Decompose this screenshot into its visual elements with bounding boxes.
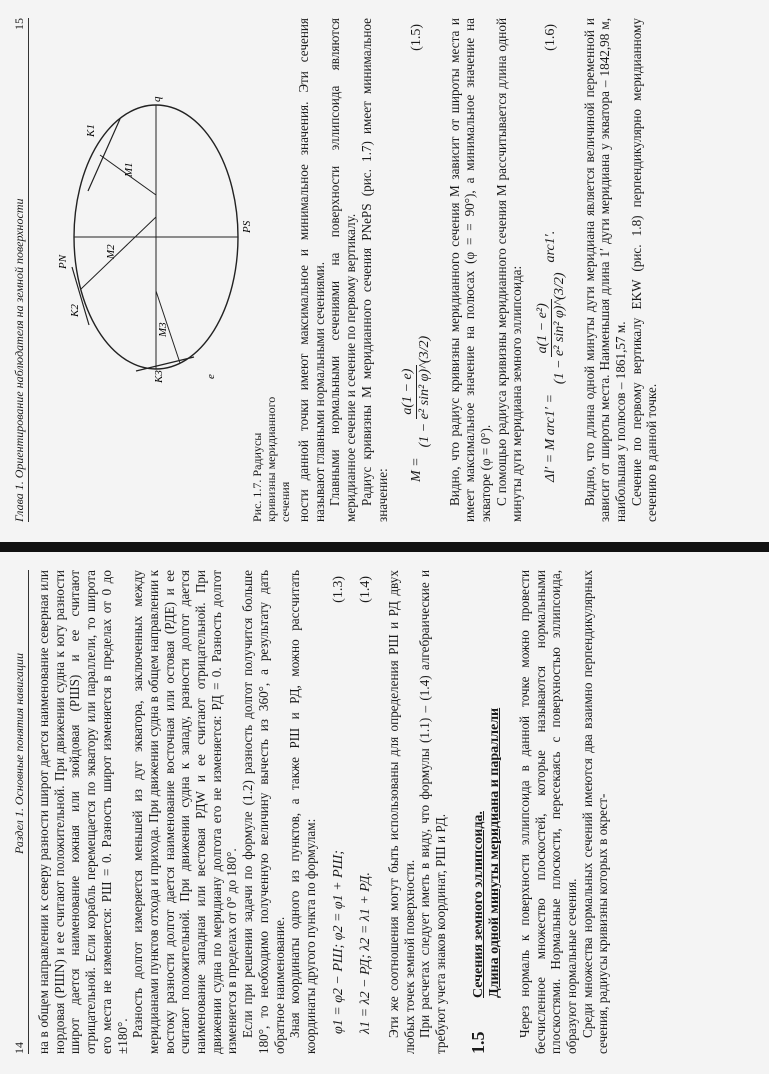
- left-page: [0, 552, 769, 1074]
- left-header-title: Раздел 1. Основные понятия навигации: [12, 652, 26, 854]
- paragraph: Разность долгот измеряется меньшей из дуг экватора, заключенных между меридианами пунктов отхода и прихода. При движении судна в общем направлении к востоку разности долгот дается наименование восточная или остовая (РДE) и ее считают положительной. При движении судна к западу, разности долгот дается наименование западная или вестовая РДW и ее считают отрицательной. При движении судна по меридиану долгота его не изменяется: РД = 0. Разность долгот изменяется в пределах от 0° до 180°.: [130, 570, 240, 1054]
- paragraph: Эти же соотношения могут быть использованы для определения РШ и РД двух любых точек земной поверхности.: [386, 570, 417, 1054]
- book-spine: [0, 542, 769, 552]
- label-m2: M2: [105, 244, 117, 259]
- formula-1-3-body: φ1 = φ2 − РШ; φ2 = φ1 + РШ;: [330, 850, 346, 1034]
- formula-1-5-number: (1.5): [408, 24, 424, 51]
- label-q: q: [151, 96, 163, 102]
- paragraph: Через нормаль к поверхности эллипсоида в данной точке можно провести бесчисленное множество плоскостей, которые называются нормальными плоскостями. Нормальные плоскости, пересекаясь с поверхностью эллипсоида, образуют нормальные сечения.: [516, 570, 579, 1054]
- label-m1: M1: [123, 162, 135, 177]
- label-ps: PS: [241, 220, 253, 233]
- paragraph: Главными нормальными сечениями на поверхности эллипсоида являются меридианное сечение и сечение по первому вертикалу.: [327, 18, 359, 522]
- formula-1-6-numerator: a(1 − e²): [535, 299, 552, 357]
- right-page-number: 15: [12, 18, 26, 30]
- formula-1-6-number: (1.6): [543, 24, 559, 51]
- formula-1-4: [358, 570, 374, 1034]
- label-k1: K1: [85, 124, 97, 137]
- radius-m2: [81, 217, 156, 289]
- formula-1-4-body: λ1 = λ2 − РД; λ2 = λ1 + РД.: [358, 872, 374, 1034]
- label-pn: PN: [57, 254, 69, 269]
- figure-caption: Рис. 1.7. Радиусы кривизны меридианного сечения: [250, 396, 292, 522]
- label-k2: K2: [69, 304, 81, 317]
- formula-1-5-lhs: M =: [408, 457, 424, 482]
- paragraph: При расчетах следует иметь в виду, что формулы (1.1) – (1.4) алгебраические и требуют учета знаков координат, РШ и РД.: [417, 570, 449, 1054]
- right-header-title: Глава 1. Ориентирование наблюдателя на земной поверхности: [12, 198, 26, 522]
- paragraph: Радиус кривизны M меридианного сечения PNePS (рис. 1.7) имеет минимальное значение:: [358, 18, 390, 522]
- formula-1-6-lhs: Δl′ = M arc1′ =: [543, 394, 559, 482]
- label-k3: K3: [153, 370, 165, 383]
- right-body-text: [296, 18, 660, 522]
- paragraph: Если при решении задачи по формуле (1.2) разность долгот получится больше 180°, то необходимо полученную величину вычесть из 360°, а результату дать обратное наименование.: [240, 570, 287, 1054]
- paragraph: Сечение по первому вертикалу EKW (рис. 1.8) перпендикулярно меридианному сечению в данной точке.: [628, 18, 660, 522]
- formula-1-6-tail: arc1′.: [543, 230, 559, 263]
- left-page-header: [12, 570, 29, 1054]
- paragraph: Среди множества нормальных сечений имеются два взаимно перпендикулярных сечения, радиусы кривизны которых в окрест-: [579, 570, 611, 1054]
- label-e: e: [205, 374, 217, 379]
- left-body-text: [36, 570, 611, 1054]
- formula-1-6: [535, 18, 567, 482]
- paragraph: Зная координаты одного из пунктов, а также РШ и РД, можно рассчитать координаты другого пункта по формулам:: [287, 570, 318, 1054]
- formula-1-4-number: (1.4): [358, 576, 374, 603]
- formula-1-5-fraction: [400, 332, 432, 452]
- paragraph: Видно, что радиус кривизны меридианного сечения M зависит от широты места и имеет максимальное значение на полюсах (φ = = 90°), а минимальное значение на экваторе (φ = 0°).: [446, 18, 494, 522]
- section-number: 1.5: [467, 1031, 488, 1054]
- label-m3: M3: [157, 322, 169, 337]
- paragraph: Видно, что длина одной минуты дуги меридиана является величиной переменной и зависит от широты места. Наименьшая длина 1′ дуги меридиана у экватора – 1842,98 м, наибольшая у полюсов – 1861,57 м.: [581, 18, 628, 522]
- formula-1-3: [331, 570, 347, 1034]
- meridian-ellipse-figure: [34, 87, 254, 387]
- formula-1-5: [400, 18, 432, 482]
- paragraph: на в общем направлении к северу разности широт дается наименование северная или нордовая (РШN) и ее считают положительной. При движении судна к югу разности широт дается наименование южная или зюйдовая (РШS) и ее считают отрицательной. Если корабль перемещается по экватору или параллели, то широта его места не изменяется: РШ = 0. Разность широт изменяется в пределах от 0 до ±180°.: [36, 570, 130, 1054]
- formula-1-6-denominator: (1 − e² sin² φ)^(3/2): [551, 272, 567, 385]
- paragraph: С помощью радиуса кривизны меридианного сечения M рассчитывается длина одной минуты дуги меридиана земного эллипсоида:: [493, 18, 525, 522]
- right-page-header: [12, 18, 29, 522]
- formula-1-5-numerator: a(1 − e): [400, 365, 417, 419]
- paragraph: ности данной точки имеют максимальное и минимальное значения. Эти сечения называют главными нормальными сечениями.: [296, 18, 327, 522]
- section-title-line-1: Сечения земного эллипсоида.: [470, 811, 486, 998]
- formula-1-5-denominator: (1 − e² sin² φ)^(3/2): [416, 335, 432, 448]
- formula-1-3-number: (1.3): [330, 576, 346, 603]
- left-page-number: 14: [12, 1042, 26, 1054]
- formula-1-6-fraction: [535, 268, 567, 388]
- section-title-line-2: Длина одной минуты меридиана и параллели: [486, 707, 502, 998]
- section-heading: [467, 570, 503, 1054]
